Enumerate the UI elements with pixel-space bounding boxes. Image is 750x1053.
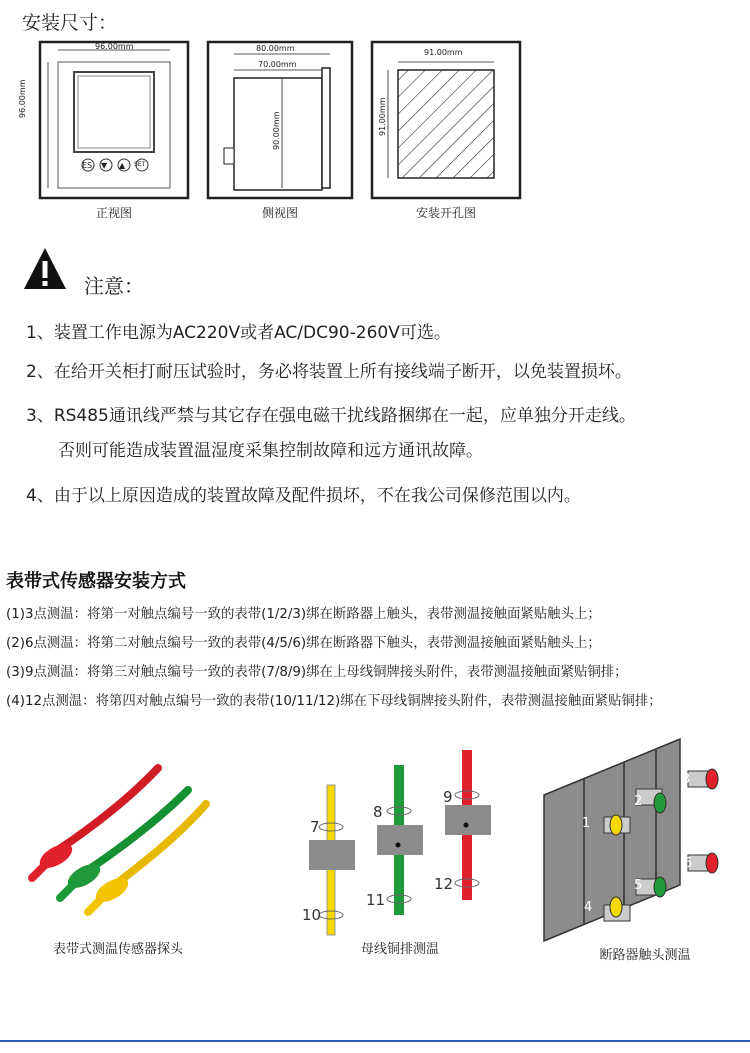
busbar-number-10: 10 [302,906,322,924]
breaker-number-6: 6 [684,856,693,871]
cutout-width-label: 91.00mm [424,48,463,57]
cutout-height-label: 91.00mm [378,97,387,136]
front-button-es: ES [82,161,93,170]
front-button-down: ▼ [101,161,108,170]
busbar-number-9: 9 [443,788,453,806]
notice-item-3: 3、RS485通讯线严禁与其它存在强电磁干扰线路捆绑在一起，应单独分开走线。 [26,406,636,426]
install-title: 安装尺寸： [22,12,118,34]
cutout-caption: 安装开孔图 [415,206,476,220]
breaker-number-4: 4 [584,900,593,915]
bottom-accent-line [0,1040,750,1042]
cutout-drawing [370,40,522,200]
busbar-number-7: 7 [310,818,320,836]
busbar-number-12: 12 [434,875,454,893]
busbar-caption: 母线铜排测温 [360,942,439,957]
sensor-line-1: (1)3点测温：将第一对触点编号一致的表带(1/2/3)绑在断路器上触头，表带测温接触面紧贴触头上； [6,607,601,622]
breaker-number-2: 2 [634,794,643,809]
busbar-illustration [295,745,505,940]
front-width-label: 96.00mm [95,42,134,51]
side-height-label: 90.00mm [272,111,281,150]
side-view-caption: 侧视图 [261,206,298,220]
notice-item-1: 1、装置工作电源为AC220V或者AC/DC90-260V可选。 [26,323,451,343]
front-button-set: SET [134,161,146,168]
breaker-illustration [540,735,750,947]
front-button-up: ▲ [119,161,126,170]
sensor-section-title: 表带式传感器安装方式 [6,571,186,592]
front-height-label: 96.00mm [18,79,27,118]
front-view-drawing [38,40,190,200]
breaker-caption: 断路器触头测温 [599,948,691,963]
busbar-number-11: 11 [366,891,386,909]
notice-item-2: 2、在给开关柜打耐压试验时，务必将装置上所有接线端子断开，以免装置损坏。 [26,362,632,382]
notice-item-3-cont: 否则可能造成装置温湿度采集控制故障和远方通讯故障。 [58,441,483,461]
breaker-number-5: 5 [634,878,643,893]
front-view-caption: 正视图 [95,206,132,220]
side-total-label: 80.00mm [256,44,295,53]
sensor-line-2: (2)6点测温：将第二对触点编号一致的表带(4/5/6)绑在断路器下触头，表带测温接触面紧贴触头上； [6,636,601,651]
probe-caption: 表带式测温传感器探头 [52,942,183,957]
breaker-number-1: 1 [582,816,591,831]
sensor-line-3: (3)9点测温：将第三对触点编号一致的表带(7/8/9)绑在上母线铜牌接头附件，表带测温接触面紧贴铜排； [6,665,628,680]
warning-icon [22,246,68,292]
busbar-number-8: 8 [373,803,383,821]
notice-title: 注意： [84,274,144,298]
side-body-label: 70.00mm [258,60,297,69]
breaker-number-3: 3 [682,772,691,787]
sensor-line-4: (4)12点测温：将第四对触点编号一致的表带(10/11/12)绑在下母线铜牌接头附件，表带测温接触面紧贴铜排； [6,694,662,709]
strap-probe-illustration [18,760,218,930]
notice-item-4: 4、由于以上原因造成的装置故障及配件损坏，不在我公司保修范围以内。 [26,486,581,506]
